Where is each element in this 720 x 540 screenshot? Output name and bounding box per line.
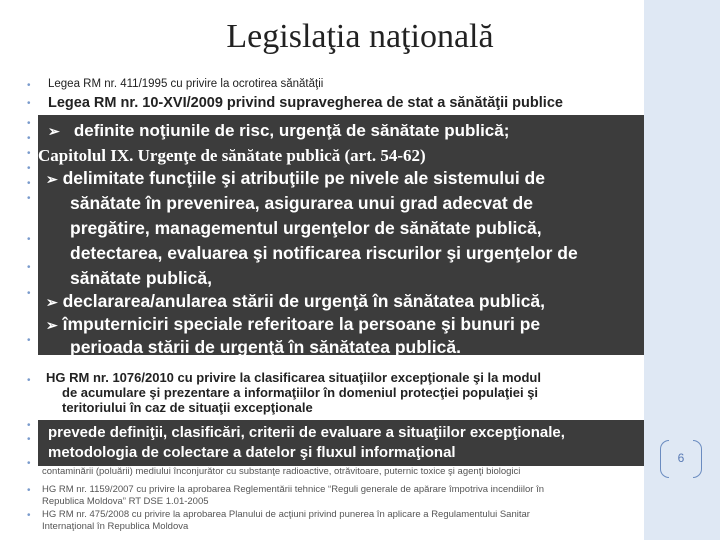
bottom-line-4: HG RM nr. 475/2008 cu privire la aprobarea Planului de acţiuni privind punerea în aplicare a Regulamentului Sanitar	[42, 509, 530, 520]
arrow-icon: ➢	[48, 123, 60, 139]
bottom-line-1: contaminării (poluării) mediului înconjurător cu substanţe radioactive, otrăvitoare, puternic toxice şi agenţi biologici	[42, 466, 521, 477]
bullet-dot: •	[27, 262, 31, 273]
arrow-icon: ➢	[46, 294, 58, 310]
bullet-dot: •	[27, 234, 31, 245]
box1-text-3: delimitate funcţiile şi atribuţiile pe nivele ale sistemului de	[62, 168, 545, 188]
box1-line-10: perioada stării de urgenţă în sănătatea publică.	[70, 337, 461, 357]
law-411-item: Legea RM nr. 411/1995 cu privire la ocrotirea sănătăţii	[48, 78, 324, 90]
law-10-details-box	[38, 115, 644, 355]
arrow-icon: ➢	[46, 317, 58, 333]
bullet-dot: •	[27, 98, 31, 109]
box1-text-9: împuterniciri speciale referitoare la persoane şi bunuri pe	[62, 314, 541, 334]
box1-line-7: sănătate publică,	[70, 268, 212, 288]
bullet-dot: •	[27, 434, 31, 445]
bullet-dot: •	[27, 335, 31, 346]
box1-line-5: pregătire, managementul urgenţelor de sănătate publică,	[70, 218, 542, 238]
bullet-dot: •	[27, 288, 31, 299]
bullet-dot: •	[27, 178, 31, 189]
bullet-dot: •	[27, 193, 31, 204]
right-bracket	[693, 440, 702, 478]
box2-line-1: prevede definiţii, clasificări, criterii de evaluare a situaţiilor excepţionale,	[48, 424, 565, 441]
box1-line-9	[46, 314, 540, 335]
bottom-line-3: Republica Moldova” RT DSE 1.01-2005	[42, 496, 209, 507]
page-number	[660, 440, 702, 476]
bullet-dot: •	[27, 163, 31, 174]
box1-line-3	[46, 168, 545, 189]
box1-line-4: sănătate în prevenirea, asigurarea unui grad adecvat de	[70, 193, 533, 213]
box1-text-8: declararea/anularea stării de urgenţă în sănătatea publică,	[62, 291, 546, 311]
box1-line-2: Capitolul IX. Urgenţe de sănătate publică (art. 54-62)	[38, 146, 426, 165]
box2-line-2: metodologia de colectare a datelor şi fluxul informaţional	[48, 444, 456, 461]
left-bracket	[660, 440, 669, 478]
hg-1076-line-1: HG RM nr. 1076/2010 cu privire la clasificarea situaţiilor excepţionale şi la modul	[46, 370, 541, 385]
bullet-dot: •	[27, 458, 31, 469]
bottom-line-2: HG RM nr. 1159/2007 cu privire la aprobarea Reglementării tehnice “Reguli generale de apărare împotriva incendiilor în	[42, 484, 545, 495]
bullet-dot: •	[27, 133, 31, 144]
bullet-dot: •	[27, 485, 31, 496]
law-10-item: Legea RM nr. 10-XVI/2009 privind supravegherea de stat a sănătăţii publice	[48, 95, 563, 111]
hg-1076-details-box	[38, 420, 644, 466]
bottom-line-5: Internaţional în Republica Moldova	[42, 521, 189, 532]
page-number-text: 6	[677, 451, 685, 465]
box1-line-8	[46, 291, 545, 312]
hg-1076-line-2: de acumulare şi prezentare a informaţiilor în domeniul protecţiei populaţiei şi	[62, 385, 539, 400]
arrow-icon: ➢	[46, 171, 58, 187]
bullet-dot: •	[27, 510, 31, 521]
bullet-dot: •	[27, 375, 31, 386]
hg-1076-line-3: teritoriului în caz de situaţii excepţionale	[62, 400, 313, 415]
bullet-dot: •	[27, 80, 31, 91]
box1-text-1: definite noţiunile de risc, urgenţă de sănătate publică;	[73, 121, 510, 140]
bullet-dot: •	[27, 148, 31, 159]
box1-line-1	[48, 121, 509, 141]
bullet-dot: •	[27, 420, 31, 431]
bullet-dot: •	[27, 118, 31, 129]
box1-line-6: detectarea, evaluarea şi notificarea riscurilor şi urgenţelor de	[70, 243, 578, 263]
slide-title: Legislaţia naţională	[226, 18, 494, 55]
